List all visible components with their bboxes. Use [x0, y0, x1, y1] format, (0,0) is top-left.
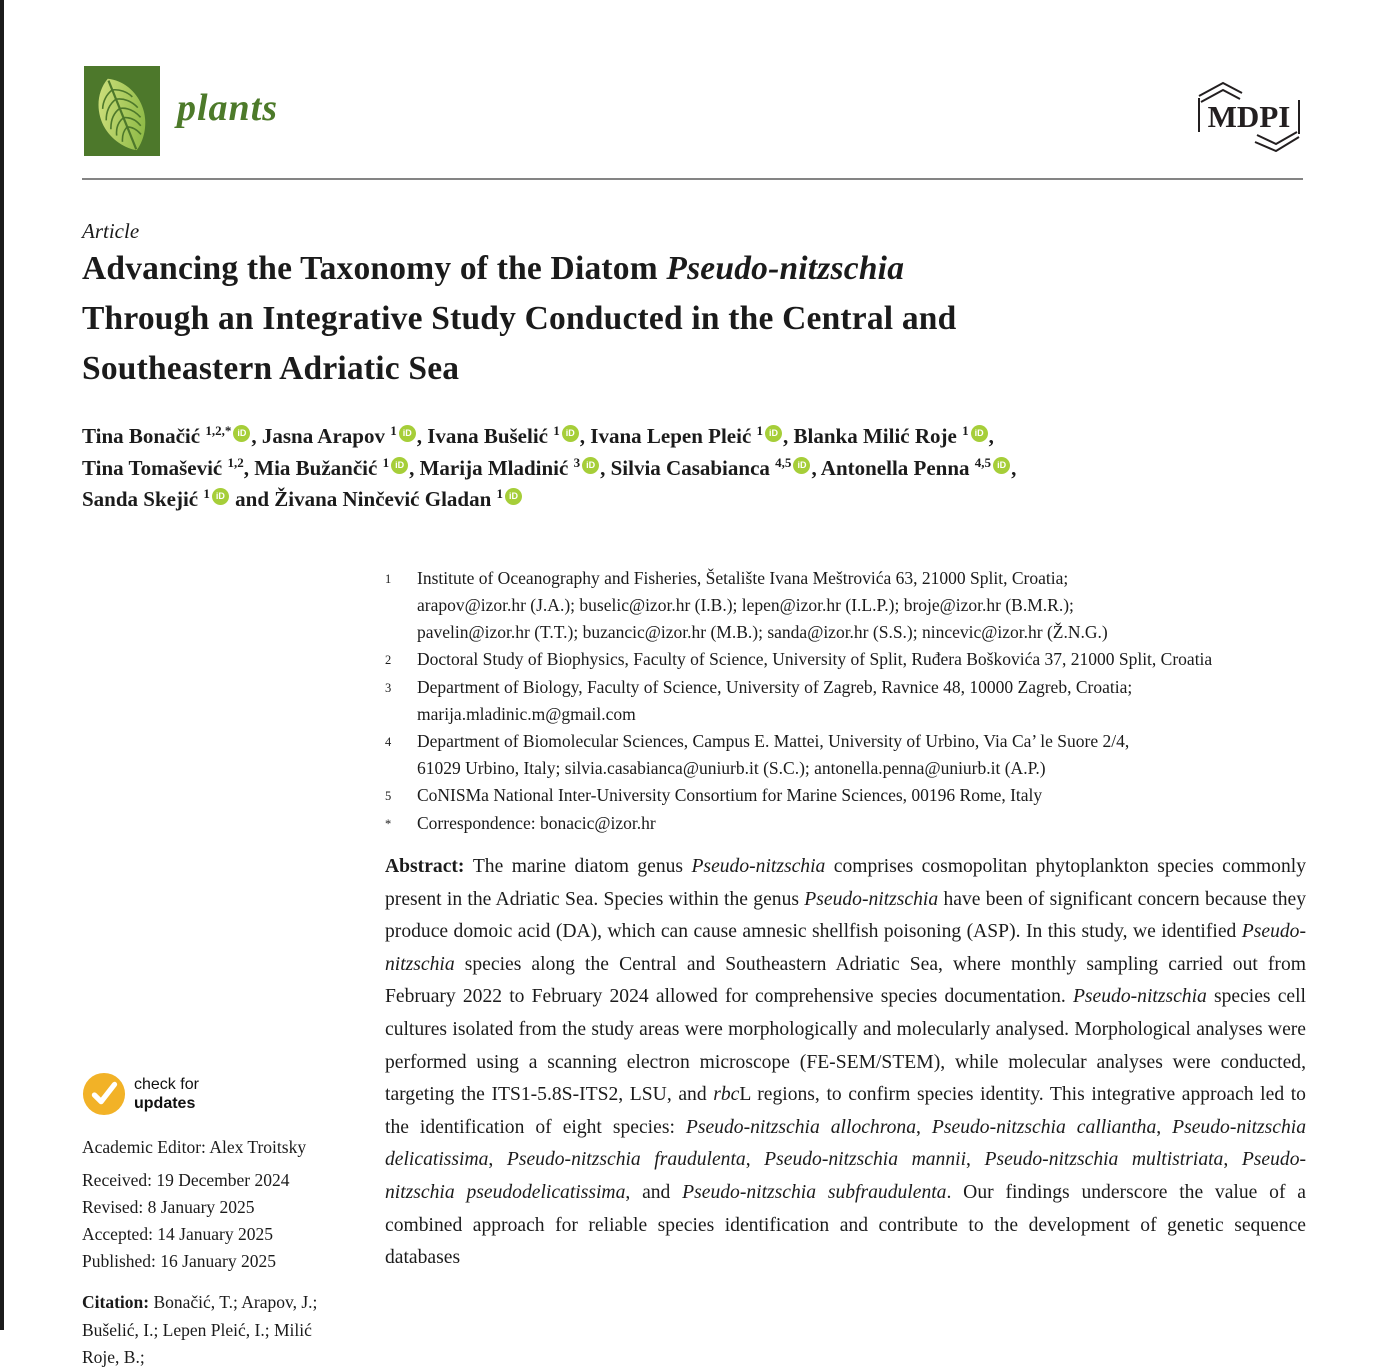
affiliation-text [417, 728, 1129, 782]
orcid-icon[interactable]: iD [971, 425, 988, 442]
orcid-icon[interactable]: iD [399, 425, 416, 442]
orcid-icon[interactable]: iD [993, 457, 1010, 474]
correspondence-row [385, 810, 1325, 838]
author-affiliation-superscript: 1 [553, 423, 560, 438]
badge-label-bottom: updates [134, 1095, 196, 1112]
affiliation-row [385, 728, 1325, 782]
affiliation-marker: 5 [385, 789, 392, 803]
affiliation-text-line: arapov@izor.hr (J.A.); buselic@izor.hr (I.B.); lepen@izor.hr (I.L.P.); broje@izor.hr (B.M.R.); [417, 595, 1074, 615]
author-affiliation-superscript: 1 [496, 486, 504, 501]
affiliation-marker: 1 [385, 572, 392, 586]
orcid-icon[interactable]: iD [212, 488, 229, 505]
mdpi-hexagon-icon [1196, 80, 1302, 152]
check-icon [82, 1072, 126, 1116]
author-affiliation-superscript: 4,5 [974, 454, 992, 470]
author-affiliation-superscript: 1,2,* [205, 423, 232, 438]
author-affiliation-superscript: 1 [962, 423, 969, 438]
author-affiliation-superscript: 1 [390, 423, 397, 438]
author-affiliation-superscript: 1 [756, 423, 764, 438]
correspondence-text-line: Correspondence: bonacic@izor.hr [417, 813, 656, 833]
affiliation-text-line: Department of Biology, Faculty of Science, University of Zagreb, Ravnice 48, 10000 Zagreb, Croatia; [417, 677, 1133, 697]
affiliation-text [417, 646, 1212, 674]
received-date: Received: 19 December 2024 [82, 1170, 290, 1190]
plants-journal-logo[interactable] [84, 66, 160, 156]
revised-date: Revised: 8 January 2025 [82, 1197, 255, 1217]
affiliation-marker: 3 [385, 681, 392, 695]
affiliation-marker: 2 [385, 653, 392, 667]
affiliation-text-line: pavelin@izor.hr (T.T.); buzancic@izor.hr (M.B.); sanda@izor.hr (S.S.); nincevic@izor.hr (Ž.N.G.) [417, 622, 1108, 642]
academic-editor: Academic Editor: Alex Troitsky [82, 1137, 307, 1157]
header-divider [82, 178, 1303, 180]
affiliation-row [385, 646, 1325, 674]
check-for-updates-label [134, 1075, 199, 1113]
affiliation-text [417, 674, 1132, 728]
mdpi-logo[interactable] [1196, 80, 1302, 152]
author-affiliation-superscript: 4,5 [775, 454, 792, 470]
author-line-2: Tina Tomašević $^{1,2}$, Mia Bužančić $^1$ iD , Marija Mladinić $^3$ iD , Silvia Casabianca $^{4,5}$ iD , Antonella Penna $^{4,5}$ iD , [82, 454, 1017, 480]
affiliation-text-line: Department of Biomolecular Sciences, Campus E. Mattei, University of Urbino, Via Ca’ le Suore 2/4, [417, 731, 1130, 751]
author-affiliation-superscript: 1,2 [227, 454, 244, 470]
affiliation-text [417, 565, 1108, 646]
orcid-icon[interactable]: iD [793, 457, 810, 474]
author-line-1: Tina Bonačić $^{1,2,*}$ iD , Jasna Arapov $^1$ iD , Ivana Bušelić $^1$ iD , Ivana Lepen Pleić $^1$ iD , Blanka Milić Roje $^1$ iD , [82, 423, 994, 448]
journal-title: plants [177, 87, 279, 129]
author-affiliation-superscript: 3 [573, 454, 581, 470]
affiliation-list [385, 565, 1325, 838]
orcid-icon[interactable]: iD [765, 425, 782, 442]
abstract-paragraph: Abstract: The marine diatom genus Pseudo-nitzschia comprises cosmopolitan phytoplankton species commonly present in the Adriatic Sea. Species within the genus Pseudo-nitzschia have been of significant concern because they produce domoic acid (DA), which can cause amnesic shellfish poisoning (ASP). In this study, we identified Pseudo-nitzschia species along the Central and Southeastern Adriatic Sea, where monthly sampling carried out from February 2022 to February 2024 allowed for comprehensive species documentation. Pseudo-nitzschia species cell cultures isolated from the study areas were morphologically and molecularly analysed. Morphological analyses were performed using a scanning electron microscope (FE-SEM/STEM), while molecular analyses were conducted, targeting the ITS1-5.8S-ITS2, LSU, and rbcL regions, to confirm species identity. This integrative approach led to the identification of eight species: Pseudo-nitzschia allochrona, Pseudo-nitzschia calliantha, Pseudo-nitzschia delicatissima, Pseudo-nitzschia fraudulenta, Pseudo-nitzschia mannii, Pseudo-nitzschia multistriata, Pseudo-nitzschia pseudodelicatissima, and Pseudo-nitzschia subfraudulenta. Our findings underscore the value of a combined approach for reliable species identification and contribute to the development of genetic sequence databases [385, 856, 1307, 1269]
orcid-icon[interactable]: iD [505, 488, 522, 505]
affiliation-text-line: marija.mladinic.m@gmail.com [417, 704, 636, 724]
correspondence-text [417, 810, 656, 838]
affiliation-row [385, 782, 1325, 810]
orcid-icon[interactable]: iD [562, 425, 579, 442]
affiliation-text-line: CoNISMa National Inter-University Consortium for Marine Sciences, 00196 Rome, Italy [417, 785, 1043, 805]
author-line-3: Sanda Skejić $^1$ iD and Živana Ninčević Gladan $^1$ iD [82, 484, 1282, 516]
badge-label-top: check for [134, 1076, 199, 1093]
affiliation-text [417, 782, 1042, 810]
affiliation-marker: 4 [385, 735, 392, 749]
author-affiliation-superscript: 1 [203, 486, 210, 501]
author-affiliation-superscript: 1 [382, 454, 390, 470]
orcid-icon[interactable]: iD [391, 457, 408, 474]
article-type-label: Article [82, 219, 140, 243]
affiliation-row [385, 565, 1325, 646]
published-date: Published: 16 January 2025 [82, 1251, 276, 1271]
affiliation-row [385, 674, 1325, 728]
title-line-1: Advancing the Taxonomy of the Diatom Pseudo-nitzschia [82, 250, 905, 287]
article-title [82, 244, 1262, 394]
plants-leaf-icon [84, 66, 160, 156]
affiliation-text-line: Doctoral Study of Biophysics, Faculty of Science, University of Split, Ruđera Boškovića 37, 21000 Split, Croatia [417, 649, 1213, 669]
title-line-2: Through an Integrative Study Conducted in the Central and [82, 300, 957, 337]
correspondence-marker: * [385, 817, 392, 831]
citation-block: Citation: Bonačić, T.; Arapov, J.; Bušelić, I.; Lepen Pleić, I.; Milić Roje, B.; [82, 1292, 318, 1367]
accepted-date: Accepted: 14 January 2025 [82, 1224, 273, 1244]
author-list [82, 421, 1282, 516]
affiliation-text-line: 61029 Urbino, Italy; silvia.casabianca@uniurb.it (S.C.); antonella.penna@uniurb.it (A.P.) [417, 758, 1046, 778]
affiliation-text-line: Institute of Oceanography and Fisheries, Šetalište Ivana Meštrovića 63, 21000 Split, Croatia; [417, 568, 1069, 588]
page-left-edge [0, 0, 4, 1330]
mdpi-wordmark: MDPI [1207, 99, 1291, 134]
orcid-icon[interactable]: iD [233, 425, 250, 442]
title-line-3: Southeastern Adriatic Sea [82, 350, 460, 387]
check-for-updates-badge[interactable] [82, 1072, 199, 1116]
orcid-icon[interactable]: iD [582, 457, 599, 474]
